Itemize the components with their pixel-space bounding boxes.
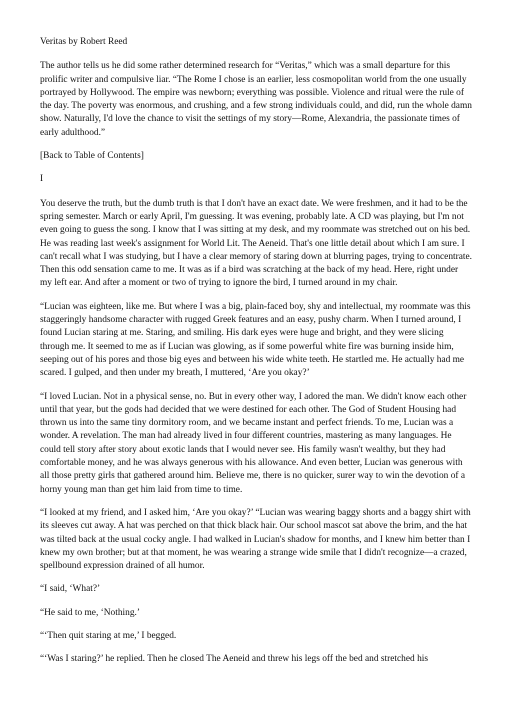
story-paragraph: “Lucian was eighteen, like me. But where I was a big, plain-faced boy, shy and intellectual, my roommate was this staggeringly handsome character with rugged Greek features and an easy, pushy charm. When I turned around, I found Lucian staring at me. Staring, and smiling. His dark eyes were huge and bright, and they were slicing through me. It seemed to me as if Lucian was glowing, as if some powerful white fire was burning inside him, seeping out of his pores and those big eyes and between his wide white teeth. He startled me. He actually had me scared. I gulped, and then under my breath, I muttered, ‘Are you okay?’ bbox=[40, 301, 471, 379]
story-paragraph: “I said, ‘What?’ bbox=[40, 584, 101, 595]
section-number: I bbox=[40, 174, 44, 185]
story-paragraph: You deserve the truth, but the dumb truth is that I don't have an exact date. We were freshmen, and it had to be the spring semester. March or early April, I'm guessing. It was evening, probably late. A CD was playing, but I'm not even going to guess the song. I know that I was sitting at my desk, and my roommate was stretched out on his bed. He was reading last week's assignment for World Lit. The Aeneid. That's one little detail about which I am sure. I can't recall what I was studying, but I have a clear memory of staring down at blurring pages, trying to concentrate. Then this odd sensation came to me. It was as if a bird was scratching at the back of my head. Here, right under my left ear. And after a moment or two of trying to ignore the bird, I turned around in my chair. bbox=[40, 198, 473, 289]
author-intro-paragraph: The author tells us he did some rather determined research for “Veritas,” which was a small departure for this prolific writer and compulsive liar. “The Rome I chose is an earlier, less cosmopolitan world from the one usually portrayed by Hollywood. The empire was newborn; everything was possible. Violence and ritual were the rule of the day. The poverty was enormous, and crushing, and a few strong individuals could, and did, run the whole damn show. Naturally, I'd love the chance to visit the settings of my story—Rome, Alexandria, the passionate times of early adulthood.” bbox=[40, 61, 472, 138]
story-paragraph: “I loved Lucian. Not in a physical sense, no. But in every other way, I adored the man. We didn't know each other until that year, but the gods had decided that we were destined for each other. The God of Student Housing had thrown us into the same tiny dormitory room, and we became instant and perfect friends. To me, Lucian was a wonder. A revelation. The man had already lived in four different countries, mastering as many languages. He could tell story after story about exotic lands that I would never see. His family wasn't wealthy, but they had comfortable money, and he was always generous with his allowance. And even better, Lucian was generous with all those pretty girls that gathered around him. Believe me, there is no quicker, surer way to win the devotion of a horny young man than get him laid from time to time. bbox=[40, 391, 467, 495]
story-paragraph: “‘Then quit staring at me,’ I begged. bbox=[40, 630, 177, 641]
document-title: Veritas by Robert Reed bbox=[40, 37, 128, 47]
story-paragraph: “He said to me, ‘Nothing.’ bbox=[40, 607, 140, 618]
story-paragraph: “I looked at my friend, and I asked him, ‘Are you okay?’ “Lucian was wearing baggy shorts and a baggy shirt with its sleeves cut away. A hat was perched on that thick black hair. Our school mascot sat above the brim, and the hat was tilted back at the usual cocky angle. I had walked in Lucian's shadow for months, and I knew him better than I knew my own brother; but at that moment, he was wearing a strange wide smile that I didn't recognize—a crazed, spellbound expression drained of all humor. bbox=[40, 507, 471, 572]
back-to-contents-link[interactable]: [Back to Table of Contents] bbox=[40, 151, 144, 162]
story-paragraph: “‘Was I staring?’ he replied. Then he closed The Aeneid and threw his legs off the bed and stretched his bbox=[40, 654, 429, 665]
